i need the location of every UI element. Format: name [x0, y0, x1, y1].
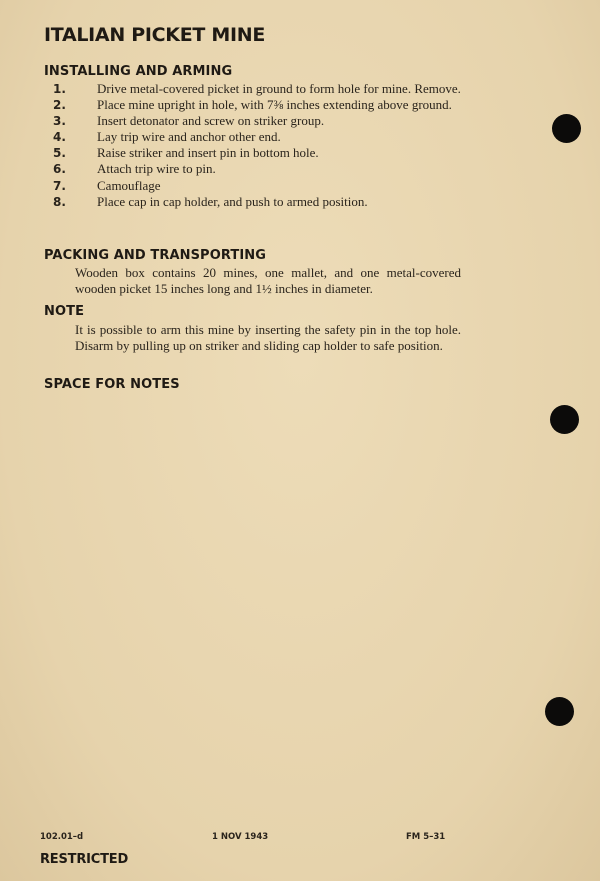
step-number: 6.: [53, 162, 66, 177]
footer-date: 1 NOV 1943: [212, 832, 269, 842]
step-text: Raise striker and insert pin in bottom hole.: [97, 145, 319, 161]
step-7: [53, 177, 461, 194]
step-1: [53, 81, 461, 97]
classification-marking: RESTRICTED: [40, 852, 129, 867]
footer-manual: FM 5–31: [406, 832, 446, 842]
note-heading: NOTE: [44, 304, 85, 319]
step-3: [53, 113, 461, 129]
binder-hole: [545, 697, 574, 726]
step-text: Drive metal-covered picket in ground to form hole for mine. Remove.: [97, 81, 461, 96]
packing-heading: PACKING AND TRANSPORTING: [44, 248, 267, 263]
step-text: Insert detonator and screw on striker group.: [97, 113, 325, 129]
step-text: Lay trip wire and anchor other end.: [97, 129, 281, 145]
note-text: It is possible to arm this mine by inserting the safety pin in the top hole. Disarm by pulling up on striker and sliding cap holder to safe position.: [75, 322, 461, 354]
step-text: Place mine upright in hole, with 7⅜ inches extending above ground.: [97, 97, 452, 113]
step-number: 1.: [53, 82, 66, 96]
step-number: 5.: [53, 146, 66, 161]
step-4: [53, 129, 461, 145]
step-number: 7.: [53, 178, 66, 193]
binder-hole: [550, 405, 579, 434]
step-2: [53, 97, 461, 113]
step-text: Place cap in cap holder, and push to armed position.: [97, 193, 368, 209]
binder-hole: [552, 114, 581, 143]
installing-steps: [53, 81, 461, 210]
step-text: Attach trip wire to pin.: [97, 161, 216, 177]
step-number: 4.: [53, 130, 66, 145]
step-5: [53, 145, 461, 161]
step-8: [53, 193, 461, 210]
step-number: 3.: [53, 114, 66, 129]
step-text: Camouflage: [97, 177, 161, 193]
packing-text: Wooden box contains 20 mines, one mallet, and one metal-covered wooden picket 15 inches long and 1½ inches in diameter.: [75, 265, 461, 297]
notes-space-heading: SPACE FOR NOTES: [44, 377, 180, 392]
step-6: [53, 161, 461, 177]
step-number: 2.: [53, 98, 66, 113]
installing-heading: INSTALLING AND ARMING: [44, 64, 233, 79]
footer-code: 102.01–d: [40, 832, 84, 842]
step-number: 8.: [53, 194, 66, 209]
page-title: ITALIAN PICKET MINE: [44, 24, 266, 46]
